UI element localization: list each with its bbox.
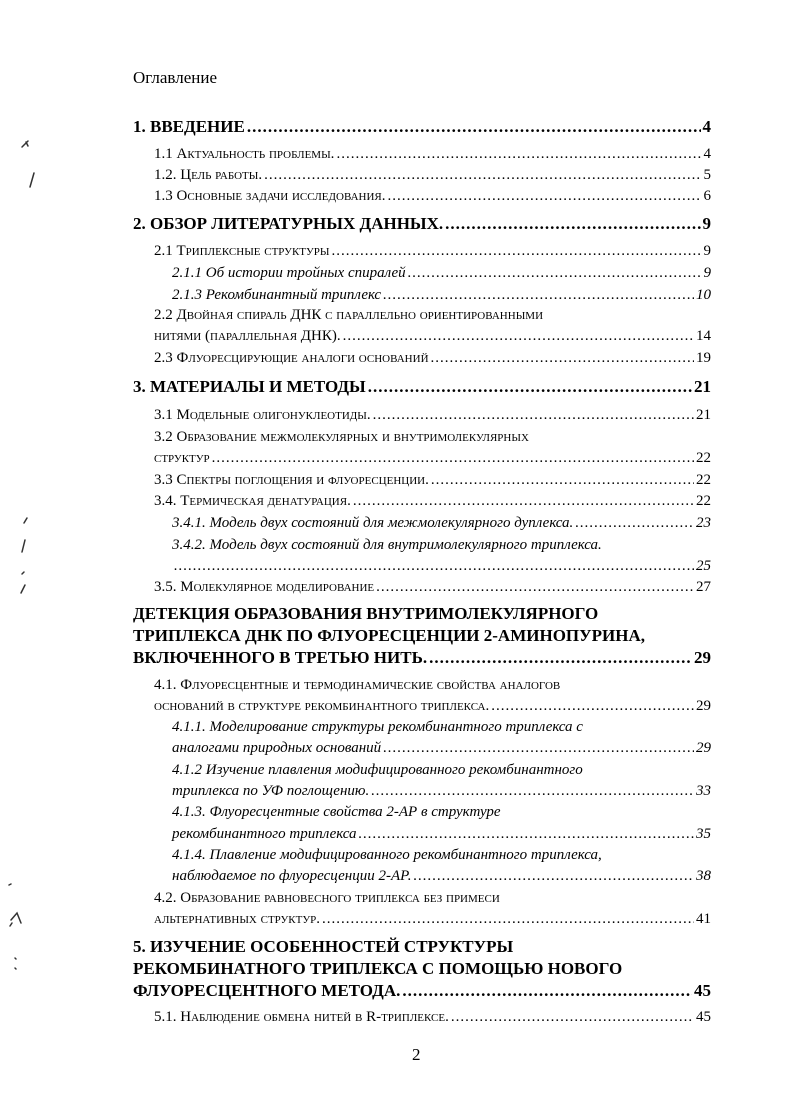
toc-entry-page: 41 xyxy=(696,911,711,927)
toc-entry-page: 19 xyxy=(696,350,711,366)
toc-entry-page: 14 xyxy=(696,328,711,344)
toc-entry[interactable] xyxy=(154,243,711,260)
toc-entry-title-cont: рекомбинантного триплекса xyxy=(172,826,357,842)
toc-entry-title: 4.2. Образование равновесного триплекса без примеси xyxy=(154,890,500,906)
toc-entry-page: 21 xyxy=(696,407,711,423)
toc-leader xyxy=(322,911,694,928)
toc-entry-page: 6 xyxy=(703,188,711,204)
toc-entry-page: 4 xyxy=(702,117,711,136)
toc-entry-title: 3.2 Образование межмолекулярных и внутримолекулярных xyxy=(154,429,529,445)
toc-leader xyxy=(212,450,694,467)
toc-leader xyxy=(336,146,701,163)
toc-leader xyxy=(429,648,692,668)
toc-entry-title: ДЕТЕКЦИЯ ОБРАЗОВАНИЯ ВНУТРИМОЛЕКУЛЯРНОГО xyxy=(133,604,599,623)
toc-leader xyxy=(373,407,694,424)
toc-entry-title-cont: структур xyxy=(154,450,210,466)
margin-mark xyxy=(15,958,16,969)
toc-entry-title: 2.1 Триплексные структуры xyxy=(154,243,330,259)
toc-entry[interactable] xyxy=(172,868,711,885)
toc-leader xyxy=(414,868,694,885)
margin-mark xyxy=(9,884,11,885)
toc-entry-title: 2. ОБЗОР ЛИТЕРАТУРНЫХ ДАННЫХ. xyxy=(133,214,444,233)
toc-entry-page: 22 xyxy=(696,493,711,509)
toc-entry[interactable] xyxy=(133,981,711,1001)
toc-entry[interactable] xyxy=(154,1009,711,1026)
toc-entry-title: 1. ВВЕДЕНИЕ xyxy=(133,117,245,136)
toc-leader xyxy=(451,1009,694,1026)
toc-entry[interactable] xyxy=(154,328,711,345)
toc-entry-page: 22 xyxy=(696,450,711,466)
toc-entry-page: 10 xyxy=(696,287,711,303)
toc-leader xyxy=(371,783,694,800)
margin-mark xyxy=(10,913,21,926)
toc-entry[interactable] xyxy=(154,579,711,596)
toc-entry-page: 4 xyxy=(703,146,711,162)
toc-entry[interactable] xyxy=(172,287,711,304)
toc-entry-page: 9 xyxy=(702,214,711,233)
toc-leader xyxy=(264,167,701,184)
toc-leader xyxy=(491,698,694,715)
toc-leader xyxy=(359,826,694,843)
toc-entry-title: 3.4. Термическая денатурация. xyxy=(154,493,351,509)
toc-entry-title-cont: наблюдаемое по флуоресценции 2-АР. xyxy=(172,868,412,884)
toc-entry-title: 3.3 Спектры поглощения и флуоресценции. xyxy=(154,472,429,488)
toc-entry-title: 2.2 Двойная спираль ДНК с параллельно ориентированными xyxy=(154,307,544,323)
toc-leader xyxy=(402,981,692,1001)
toc-leader xyxy=(431,350,694,367)
toc-entry-title-cont: РЕКОМБИНАТНОГО ТРИПЛЕКСА С ПОМОЩЬЮ НОВОГО xyxy=(133,959,623,978)
toc-entry-title: 4.1.2 Изучение плавления модифицированного рекомбинантного xyxy=(172,762,583,778)
toc-entry-title: 4.1. Флуоресцентные и термодинамические свойства аналогов xyxy=(154,677,561,693)
toc-entry-page: 23 xyxy=(696,515,711,531)
toc-entry-title: 3.5. Молекулярное моделирование xyxy=(154,579,375,595)
toc-entry[interactable] xyxy=(172,826,711,843)
toc-entry-title: 3.4.1. Модель двух состояний для межмолекулярного дуплекса. xyxy=(172,515,574,531)
toc-leader xyxy=(575,515,694,532)
toc-entry[interactable] xyxy=(154,698,711,715)
margin-marks xyxy=(0,0,60,1116)
toc-entry-title-cont: ФЛУОРЕСЦЕНТНОГО МЕТОДА. xyxy=(133,981,401,1000)
toc-leader xyxy=(408,265,702,282)
toc-entry-title: 2.1.1 Об истории тройных спиралей xyxy=(172,265,406,281)
toc-entry[interactable] xyxy=(133,117,711,137)
margin-mark xyxy=(24,518,27,523)
toc-leader xyxy=(332,243,702,260)
toc-entry-title: 2.1.3 Рекомбинантный триплекс xyxy=(172,287,382,303)
toc-leader xyxy=(368,377,692,397)
toc-entry[interactable] xyxy=(154,350,711,367)
toc-entry[interactable] xyxy=(154,188,711,205)
toc-entry-page: 25 xyxy=(696,558,711,574)
toc-entry-title-cont: ТРИПЛЕКСА ДНК ПО ФЛУОРЕСЦЕНЦИИ 2-АМИНОПУРИНА, xyxy=(133,626,645,645)
toc-entry-page: 45 xyxy=(694,981,711,1000)
toc-entry-title: 1.1 Актуальность проблемы. xyxy=(154,146,335,162)
toc-leader xyxy=(388,188,702,205)
toc-entry[interactable] xyxy=(133,214,711,234)
toc-entry-page: 22 xyxy=(696,472,711,488)
page-number: 2 xyxy=(412,1045,421,1064)
toc-entry-title: 4.1.3. Флуоресцентные свойства 2-АР в структуре xyxy=(172,804,501,820)
toc-entry[interactable] xyxy=(172,783,711,800)
toc-entry-title: 3. МАТЕРИАЛЫ И МЕТОДЫ xyxy=(133,377,366,396)
toc-entry-page: 27 xyxy=(696,579,711,595)
toc-entry-page: 45 xyxy=(696,1009,711,1025)
toc-entry-title-cont: ВКЛЮЧЕННОГО В ТРЕТЬЮ НИТЬ. xyxy=(133,648,428,667)
toc-entry-title: 4.1.1. Моделирование структуры рекомбинантного триплекса с xyxy=(172,719,583,735)
toc-leader xyxy=(343,328,694,345)
toc-entry-title: 3.1 Модельные олигонуклеотиды. xyxy=(154,407,371,423)
toc-entry[interactable] xyxy=(172,558,711,575)
toc-entry-title-cont: нитями (параллельная ДНК). xyxy=(154,328,341,344)
toc-leader xyxy=(383,740,694,757)
toc-entry-title-cont: аналогами природных оснований xyxy=(172,740,382,756)
toc-entry[interactable] xyxy=(172,265,711,282)
toc-entry-page: 29 xyxy=(696,698,711,714)
toc-entry-title-cont: триплекса по УФ поглощению. xyxy=(172,783,370,799)
toc-entry[interactable] xyxy=(133,377,711,397)
toc-entry-page: 38 xyxy=(696,868,711,884)
toc-entry-page: 29 xyxy=(696,740,711,756)
toc-entry[interactable] xyxy=(154,911,711,928)
toc-entry[interactable] xyxy=(172,515,711,532)
toc-entry-page: 33 xyxy=(696,783,711,799)
toc-entry-title-cont: оснований в структуре рекомбинантного триплекса. xyxy=(154,698,490,714)
toc-entry-page: 9 xyxy=(703,243,711,259)
toc-entry[interactable] xyxy=(154,493,711,510)
toc-entry-page: 9 xyxy=(703,265,711,281)
toc-entry[interactable] xyxy=(154,167,711,184)
toc-entry-title: 1.3 Основные задачи исследования. xyxy=(154,188,386,204)
toc-entry[interactable] xyxy=(154,450,711,467)
toc-entry-title: 1.2. Цель работы. xyxy=(154,167,263,183)
toc-entry[interactable] xyxy=(133,648,711,668)
toc-leader xyxy=(445,214,700,234)
toc-entry-page: 29 xyxy=(694,648,711,667)
margin-mark xyxy=(30,173,34,187)
toc-leader xyxy=(431,472,694,489)
toc-leader xyxy=(247,117,701,137)
toc-entry-title: 3.4.2. Модель двух состояний для внутримолекулярного триплекса. xyxy=(172,537,602,553)
toc-entry[interactable] xyxy=(154,472,711,489)
toc-entry[interactable] xyxy=(154,407,711,424)
toc-entry-title: 2.3 Флуоресцирующие аналоги оснований xyxy=(154,350,429,366)
toc-entry-title: 5. ИЗУЧЕНИЕ ОСОБЕННОСТЕЙ СТРУКТУРЫ xyxy=(133,937,514,956)
toc-entry-page: 5 xyxy=(703,167,711,183)
toc-entry[interactable] xyxy=(172,740,711,757)
toc-leader xyxy=(353,493,694,510)
toc-entry-page: 35 xyxy=(696,826,711,842)
toc-entry-page: 21 xyxy=(694,377,711,396)
margin-mark xyxy=(21,585,25,593)
toc-entry[interactable] xyxy=(154,146,711,163)
toc-entry-title: 4.1.4. Плавление модифицированного рекомбинантного триплекса, xyxy=(172,847,602,863)
margin-mark xyxy=(22,141,28,147)
toc-heading: Оглавление xyxy=(133,68,217,87)
toc-leader xyxy=(174,558,694,575)
margin-mark xyxy=(22,540,25,552)
toc-leader xyxy=(383,287,694,304)
toc-entry-title-cont: альтернативных структур. xyxy=(154,911,321,927)
toc-leader xyxy=(376,579,694,596)
margin-mark xyxy=(22,572,24,574)
toc-entry-title: 5.1. Наблюдение обмена нитей в R-триплексе. xyxy=(154,1009,449,1025)
